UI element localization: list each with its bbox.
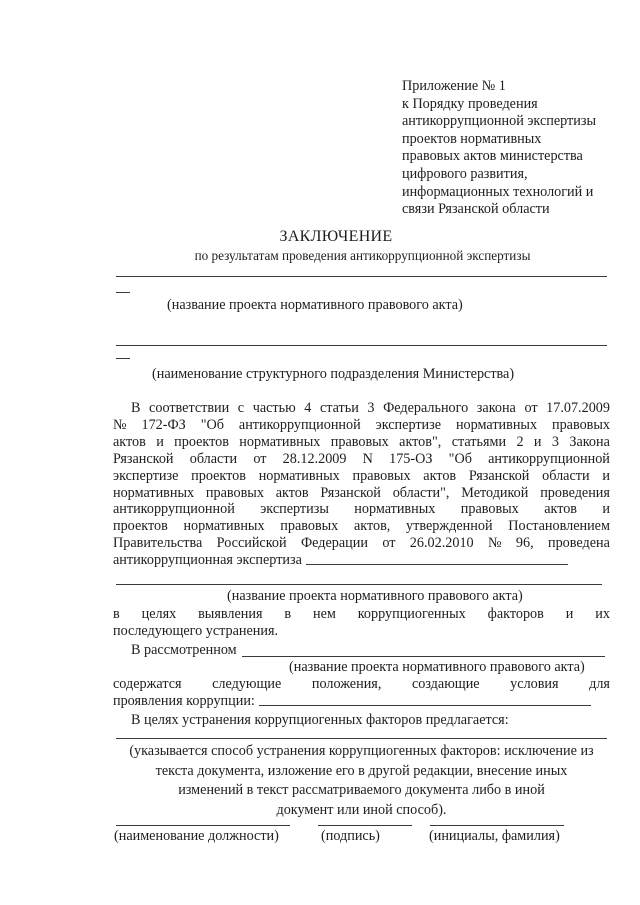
word: и (533, 433, 542, 450)
main-paragraph (113, 400, 610, 569)
word: закона (476, 400, 516, 416)
word: актов", (399, 433, 442, 450)
annex-line: антикоррупционной экспертизы (402, 113, 596, 130)
note-line: (указывается способ устранения коррупциогенных факторов: исключение из (129, 743, 594, 759)
word: № (487, 535, 502, 552)
project-name-caption-2: (название проекта нормативного правового акта) (227, 588, 523, 604)
paragraph-line (113, 518, 610, 535)
word: актов (275, 484, 309, 501)
document-subtitle: по результатам проведения антикоррупционной экспертизы (194, 248, 531, 263)
word: области (542, 467, 590, 484)
word: 3 (367, 400, 375, 416)
method-note (113, 742, 610, 820)
word: с (237, 400, 245, 416)
word: следующие (212, 676, 282, 692)
word: Рязанской (113, 450, 174, 467)
word: антикоррупционной (113, 501, 235, 518)
word: экспертизе (113, 467, 179, 484)
name-caption: (инициалы, фамилия) (429, 828, 560, 844)
word: области", (392, 484, 450, 501)
word: Федерального (383, 400, 469, 416)
word: положения, (311, 676, 382, 692)
word: проектов (191, 467, 246, 484)
fill-line (116, 276, 607, 277)
word: Закона (569, 433, 610, 450)
note-line: документ или иной способ). (276, 801, 447, 818)
proposal-line: В целях устранения коррупциогенных факторов предлагается: (131, 712, 509, 728)
word: для (589, 676, 610, 692)
project-name-caption-3: (название проекта нормативного правового акта) (289, 659, 585, 675)
paragraph-text: антикоррупционная экспертиза (113, 552, 302, 569)
note-line: текста документа, изложение его в другой редакции, внесение иных (155, 762, 568, 779)
word: антикоррупционной (238, 416, 361, 433)
word: 28.12.2009 (282, 450, 347, 467)
word: актов (423, 467, 457, 484)
word: экспертизы (260, 501, 329, 518)
annex-line: правовых актов министерства (402, 148, 583, 165)
annex-line: информационных технологий и (402, 183, 594, 200)
paragraph-line: последующего устранения. (113, 622, 279, 639)
fill-line (242, 656, 605, 657)
word: Рязанской (468, 467, 530, 484)
contains-paragraph (113, 676, 610, 710)
word: 175-ОЗ (389, 450, 433, 467)
word: содержатся (113, 676, 182, 692)
word: и (602, 501, 610, 518)
fill-line (259, 693, 591, 706)
reviewed-line (131, 642, 237, 659)
paragraph-line (113, 552, 610, 569)
word: 2 (516, 433, 524, 450)
word: "Об (200, 416, 224, 433)
annex-line: Приложение № 1 (402, 78, 506, 94)
word: нем (312, 606, 336, 622)
word: утвержденной (406, 518, 493, 535)
paragraph-line (113, 434, 610, 451)
word: 26.02.2010 (409, 535, 474, 552)
word: Федерации (300, 535, 368, 552)
paragraph-text: проявления коррупции: (113, 692, 255, 709)
word: 4 (304, 400, 312, 416)
word: условия (510, 676, 559, 692)
word: целях (141, 606, 177, 622)
word: нормативных (239, 433, 321, 450)
word: Постановлением (508, 518, 610, 535)
paragraph-line (113, 485, 610, 502)
annex-line: связи Рязанской области (402, 201, 550, 218)
word: N (362, 450, 373, 467)
word: Правительства (113, 535, 203, 552)
word: выявления (198, 606, 263, 622)
annex-block (402, 78, 632, 219)
word: 96, (515, 535, 534, 552)
sign-line (318, 825, 412, 826)
document-title: ЗАКЛЮЧЕНИЕ (279, 228, 393, 245)
fill-line (116, 738, 607, 739)
word: в (284, 606, 292, 622)
annex-line: к Порядку проведения (402, 95, 538, 112)
annex-line: проектов нормативных (402, 130, 542, 147)
paragraph-line (113, 501, 610, 518)
word: Рязанской (320, 484, 381, 501)
word: нормативных (455, 416, 538, 433)
word: проведена (547, 535, 610, 552)
word: актов (544, 501, 577, 518)
fill-line (116, 345, 607, 346)
word: проведения (540, 484, 610, 501)
paragraph-line (113, 606, 610, 623)
word: создающие (411, 676, 480, 692)
word: области (189, 450, 238, 467)
project-name-caption: (название проекта нормативного правового акта) (167, 297, 463, 313)
word: актов, (353, 518, 391, 535)
paragraph-line (113, 451, 610, 468)
word: правовых (551, 416, 610, 433)
word: статьями (451, 433, 507, 450)
paragraph-line (113, 417, 610, 434)
word: и (602, 467, 610, 484)
word: от (524, 400, 538, 416)
sign-caption: (подпись) (321, 828, 380, 844)
word: правовых (205, 484, 264, 501)
paragraph-line (113, 535, 610, 552)
annex-line: цифрового развития, (402, 165, 528, 182)
word: соответствии (149, 400, 230, 416)
fill-line-short (116, 292, 130, 293)
word: 3 (551, 433, 559, 450)
word: нормативных (183, 518, 265, 535)
fill-line (306, 552, 568, 565)
word: правовых (280, 518, 339, 535)
purpose-paragraph (113, 606, 610, 640)
fill-line (116, 584, 602, 585)
word: проектов (113, 518, 168, 535)
paragraph-line (113, 676, 610, 693)
word: проектов (174, 433, 229, 450)
word: "Об (448, 450, 472, 467)
word: 172-ФЗ (141, 416, 186, 433)
word: правовых (352, 467, 411, 484)
word: от (382, 535, 396, 552)
word: нормативных (113, 484, 195, 501)
word: актов (113, 433, 146, 450)
paragraph-line (113, 693, 610, 710)
department-caption: (наименование структурного подразделения Министерства) (152, 366, 515, 382)
word: статьи (319, 400, 359, 416)
word: № (113, 416, 127, 433)
word: В (131, 400, 141, 416)
word: нормативных (354, 501, 436, 518)
word: и (565, 606, 574, 622)
word: нормативных (258, 467, 340, 484)
word: их (595, 606, 610, 622)
word: в (113, 606, 120, 622)
note-line: изменений в текст рассматриваемого документа либо в иной (178, 782, 545, 798)
fill-line-short (116, 358, 130, 359)
reviewed-prefix: В рассмотренном (131, 642, 237, 658)
word: правовых (330, 433, 389, 450)
word: антикоррупционной (488, 450, 610, 467)
name-line (430, 825, 564, 826)
word: и (156, 433, 164, 450)
word: Российской (216, 535, 287, 552)
word: Методикой (461, 484, 529, 501)
word: правовых (460, 501, 519, 518)
paragraph-line (113, 468, 610, 485)
paragraph-line (113, 400, 610, 417)
word: 17.07.2009 (546, 400, 610, 416)
word: коррупциогенных (357, 606, 466, 622)
position-caption: (наименование должности) (114, 828, 279, 844)
word: экспертизе (375, 416, 442, 433)
word: от (253, 450, 267, 467)
word: факторов (487, 606, 544, 622)
position-line (116, 825, 290, 826)
word: частью (252, 400, 296, 416)
